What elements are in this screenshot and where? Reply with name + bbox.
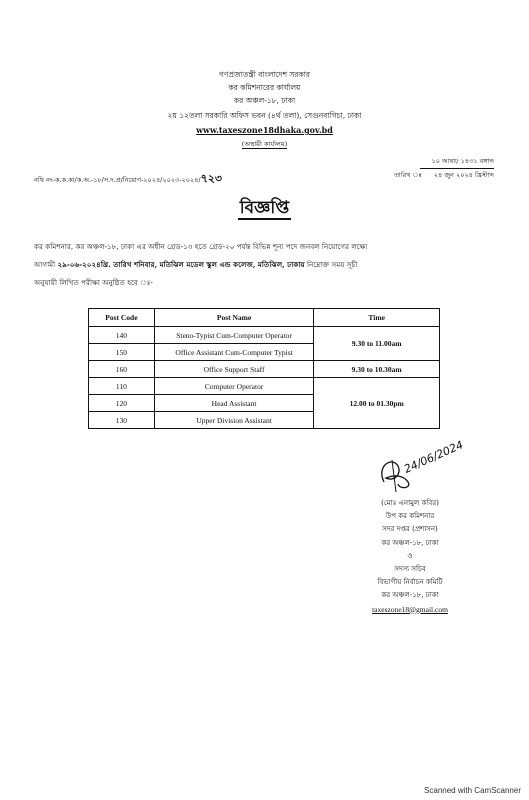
body-line-1: কর কমিশনার, কর অঞ্চল-১৮, ঢাকা এর অধীন গ্রেড-১৩ হতে গ্রেড-২০ পর্যন্ত বিভিন্ন শূন্য পদে জনবল নিয়োগের লক্ষ্যে: [34, 242, 368, 251]
date-english: ২৪ জুন ২০২৪ খ্রিস্টাব্দ: [433, 171, 494, 179]
time-cell: 12.00 to 01.30pm: [314, 378, 440, 429]
post-name-cell: Upper Division Assistant: [154, 412, 314, 429]
header-website-link[interactable]: www.taxeszone18dhaka.gov.bd: [196, 125, 333, 135]
post-name-cell: Steno-Typist Cum-Computer Operator: [154, 327, 314, 344]
date-block: [420, 156, 494, 181]
exam-date-venue: ২৯-০৬-২০২৪খ্রি. তারিখ শনিবার, মতিঝিল মডেল স্কুল এন্ড কলেজ, মতিঝিল, ঢাকায়: [57, 260, 305, 269]
post-name-cell: Head Assistant: [154, 395, 314, 412]
exam-schedule-table: [88, 308, 440, 429]
signatory-block: [330, 497, 490, 616]
memo-number: [34, 170, 222, 189]
memo-handwritten-number: ৭২৩: [200, 172, 223, 185]
notice-body: [34, 238, 504, 292]
signatory-designation: উপ কর কমিশনার: [385, 512, 435, 521]
scanner-watermark: Scanned with CamScanner: [424, 786, 521, 795]
signatory-role: সদস্য সচিব: [394, 565, 426, 574]
table-header-row: [89, 309, 440, 327]
header-time: Time: [314, 309, 440, 327]
header-government: গণপ্রজাতন্ত্রী বাংলাদেশ সরকার: [218, 70, 311, 79]
signatory-and: ও: [407, 551, 413, 560]
post-code-cell: 160: [89, 361, 155, 378]
time-cell: 9.30 to 10.30am: [314, 361, 440, 378]
header-post-name: Post Name: [154, 309, 314, 327]
header-post-code: Post Code: [89, 309, 155, 327]
post-code-cell: 140: [89, 327, 155, 344]
post-code-cell: 150: [89, 344, 155, 361]
signatory-office-1: সদর দপ্তর (প্রশাসন): [382, 525, 438, 534]
date-label: তারিখ ঃ: [394, 171, 422, 179]
header-address: ২য় ১২তলা সরকারি অফিস ভবন (৪র্থ তলা), সেগুনবাগিচা, ঢাকা: [167, 111, 362, 120]
signature-date: 24/06/2024: [402, 438, 466, 476]
post-code-cell: 110: [89, 378, 155, 395]
table-row: [89, 327, 440, 344]
post-code-cell: 120: [89, 395, 155, 412]
signatory-name: (মোঃ এনামুল কবির): [381, 499, 439, 507]
date-divider: [420, 168, 494, 169]
body-line-2: আগামী ২৯-০৬-২০২৪খ্রি. তারিখ শনিবার, মতিঝিল মডেল স্কুল এন্ড কলেজ, মতিঝিল, ঢাকায় নিম্নোক্ত সময় সূচী: [34, 260, 358, 269]
header-temporary-office: (অস্থায়ী কার্যালয়): [241, 140, 288, 148]
table-row: [89, 361, 440, 378]
body-line-3: অনুযায়ী লিখিত পরীক্ষা অনুষ্ঠিত হবে ঃ-: [34, 278, 153, 287]
header-zone: কর অঞ্চল-১৮, ঢাকা: [233, 96, 296, 105]
table-row: [89, 378, 440, 395]
post-name-cell: Computer Operator: [154, 378, 314, 395]
notice-title: বিজ্ঞপ্তি: [239, 198, 290, 218]
post-name-cell: Office Assistant Cum-Computer Typist: [154, 344, 314, 361]
signatory-email-link[interactable]: taxeszone18@gmail.com: [372, 604, 448, 614]
header-office: কর কমিশনারের কার্যালয়: [228, 83, 301, 92]
post-code-cell: 130: [89, 412, 155, 429]
signatory-committee: বিভাগীয় নির্বাচন কমিটি: [377, 578, 443, 587]
signatory-office-3: কর অঞ্চল-১৮, ঢাকা: [381, 591, 439, 600]
memo-prefix: নথি নং-ক.ক.কা/ক.অ.-১৮/স.দ.প্র/নিয়োগ-২০২৪/২০২৩-২০২৪/: [34, 176, 201, 184]
time-cell: 9.30 to 11.00am: [314, 327, 440, 361]
post-name-cell: Office Support Staff: [154, 361, 314, 378]
date-bangla: ১০ আষাঢ় ১৪৩১ বঙ্গাব্দ: [431, 157, 494, 165]
signatory-office-2: কর অঞ্চল-১৮, ঢাকা: [381, 538, 439, 547]
